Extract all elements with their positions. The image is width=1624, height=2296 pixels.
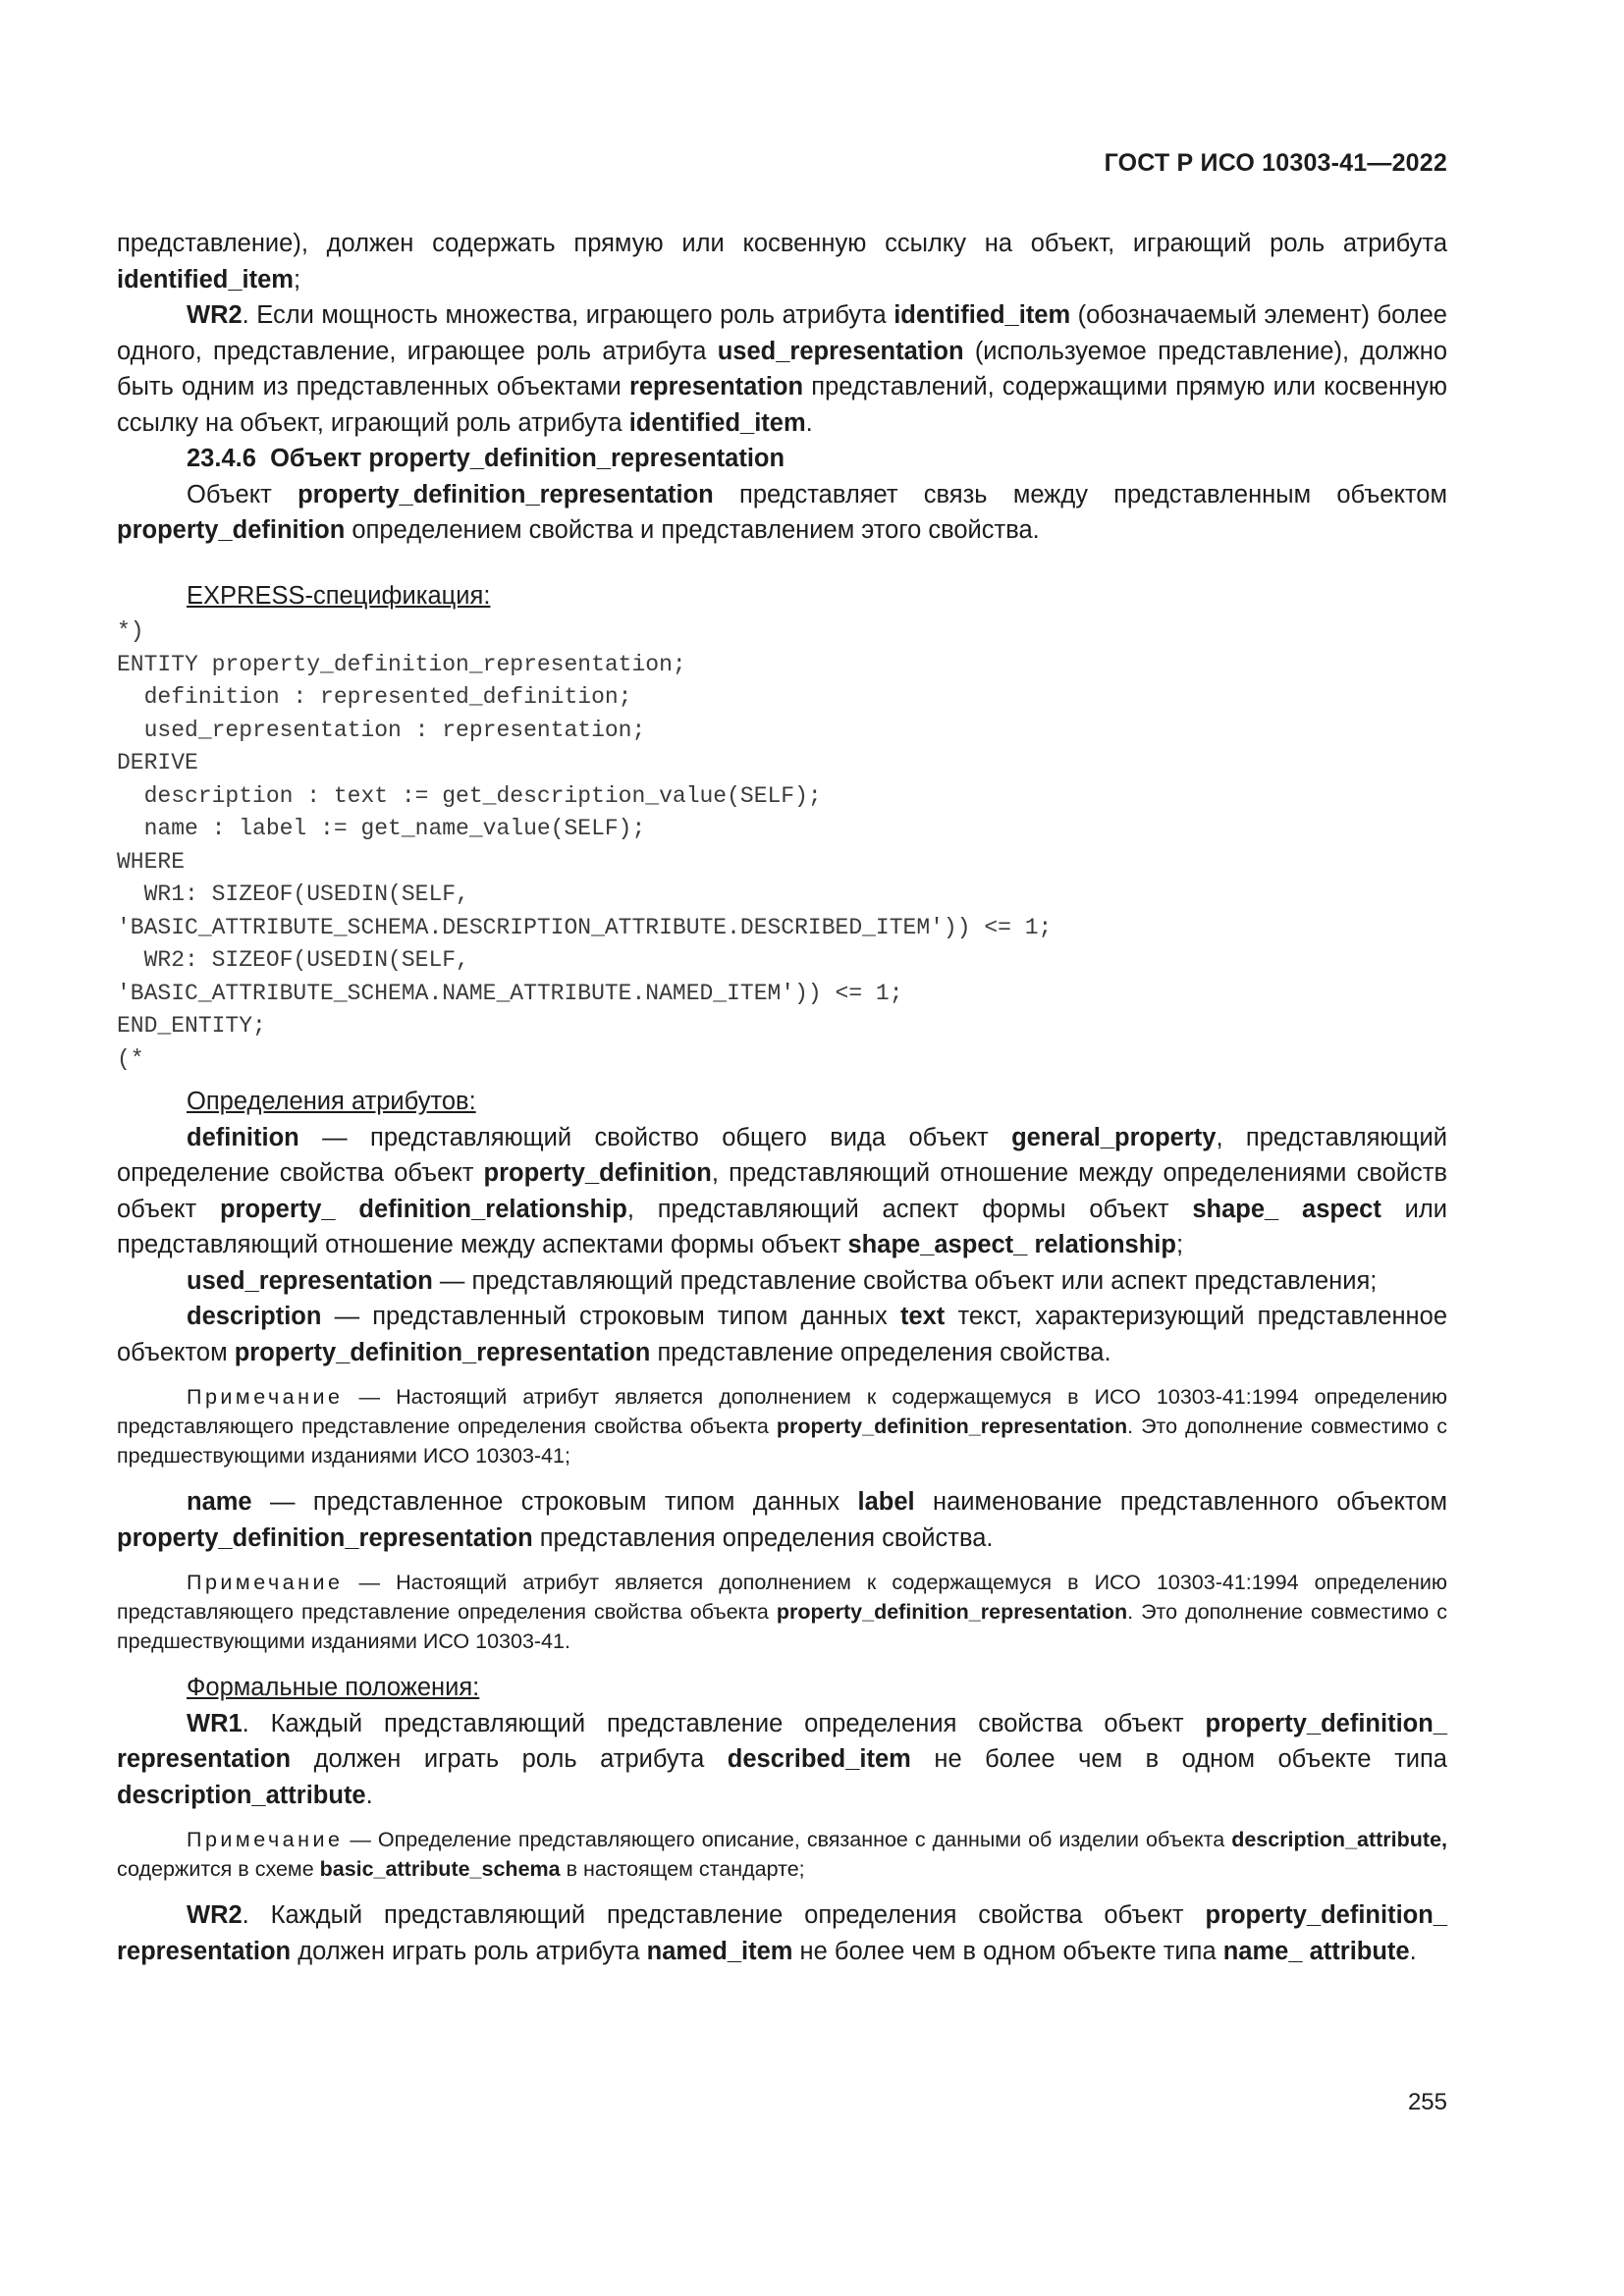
express-heading: EXPRESS-спецификация:	[187, 581, 491, 610]
express-code-block: *) ENTITY property_definition_representation; definition : represented_definition; used_representation : representation; DERIVE description : text := get_description_value(SELF); name : label := get_name_value(SELF); WHERE WR1: SIZEOF(USEDIN(SELF, 'BASIC_ATTRIBUTE_SCHEMA.DESCRIPTION_ATTRIBUTE.DESCRIBED_ITEM')) <= 1; WR2: SIZEOF(USEDIN(SELF, 'BASIC_ATTRIBUTE_SCHEMA.NAME_ATTRIBUTE.NAMED_ITEM')) <= 1; END_ENTITY; (*	[117, 618, 1053, 1072]
intro-paragraph: представление), должен содержать прямую или косвенную ссылку на объект, играющий роль атрибута identified_item;	[117, 230, 1447, 294]
note-description: Примечание — Настоящий атрибут является дополнением к содержащемуся в ИСО 10303-41:1994 определению представляющего представление определения свойства объекта property_definition_representation. Это дополнение совместимо с предшествующими изданиями ИСО 10303-41;	[117, 1385, 1447, 1468]
formal-wr1: WR1. Каждый представляющий представление определения свойства объект property_definition_ representation должен играть роль атрибута described_item не более чем в одном объекте типа description_attribute.	[117, 1709, 1447, 1809]
section-description: Объект property_definition_representation представляет связь между представленным объектом property_definition определением свойства и представлением этого свойства.	[117, 480, 1447, 544]
page-content	[117, 226, 1447, 1969]
note-name: Примечание — Настоящий атрибут является дополнением к содержащемуся в ИСО 10303-41:1994 определению представляющего представление определения свойства объекта property_definition_representation. Это дополнение совместимо с предшествующими изданиями ИСО 10303-41.	[117, 1571, 1447, 1653]
document-header: ГОСТ Р ИСО 10303-41—2022	[1104, 149, 1447, 177]
page-number: 255	[1407, 2089, 1447, 2115]
formal-wr2: WR2. Каждый представляющий представление определения свойства объект property_definition_ representation должен играть роль атрибута named_item не более чем в одном объекте типа name_ attribute.	[117, 1901, 1447, 1965]
note-formal: Примечание — Определение представляющего описание, связанное с данными об изделии объекта description_attribute, содержится в схеме basic_attribute_schema в настоящем стандарте;	[117, 1828, 1447, 1881]
section-heading: 23.4.6 Объект property_definition_representation	[187, 445, 785, 472]
attr-definition: definition — представляющий свойство общего вида объект general_property, представляющий определение свойства объект property_definition, представляющий отношение между определениями свойств объект property_ definition_relationship, представляющий аспект формы объект shape_ aspect или представляющий отношение между аспектами формы объект shape_aspect_ relationship;	[117, 1123, 1447, 1258]
attr-name: name — представленное строковым типом данных label наименование представленного объектом property_definition_representation представления определения свойства.	[117, 1488, 1447, 1552]
intro-wr2-paragraph: WR2. Если мощность множества, играющего роль атрибута identified_item (обозначаемый элемент) более одного, представление, играющее роль атрибута used_representation (используемое представление), должно быть одним из представленных объектами representation представлений, содержащими прямую или косвенную ссылку на объект, играющий роль атрибута identified_item.	[117, 301, 1447, 437]
attr-used-representation: used_representation — представляющий представление свойства объект или аспект представления;	[187, 1266, 1378, 1295]
formal-heading: Формальные положения:	[187, 1674, 480, 1701]
attributes-heading: Определения атрибутов:	[187, 1088, 476, 1115]
attr-description: description — представленный строковым типом данных text текст, характеризующий представленное объектом property_definition_representation представление определения свойства.	[117, 1303, 1447, 1366]
